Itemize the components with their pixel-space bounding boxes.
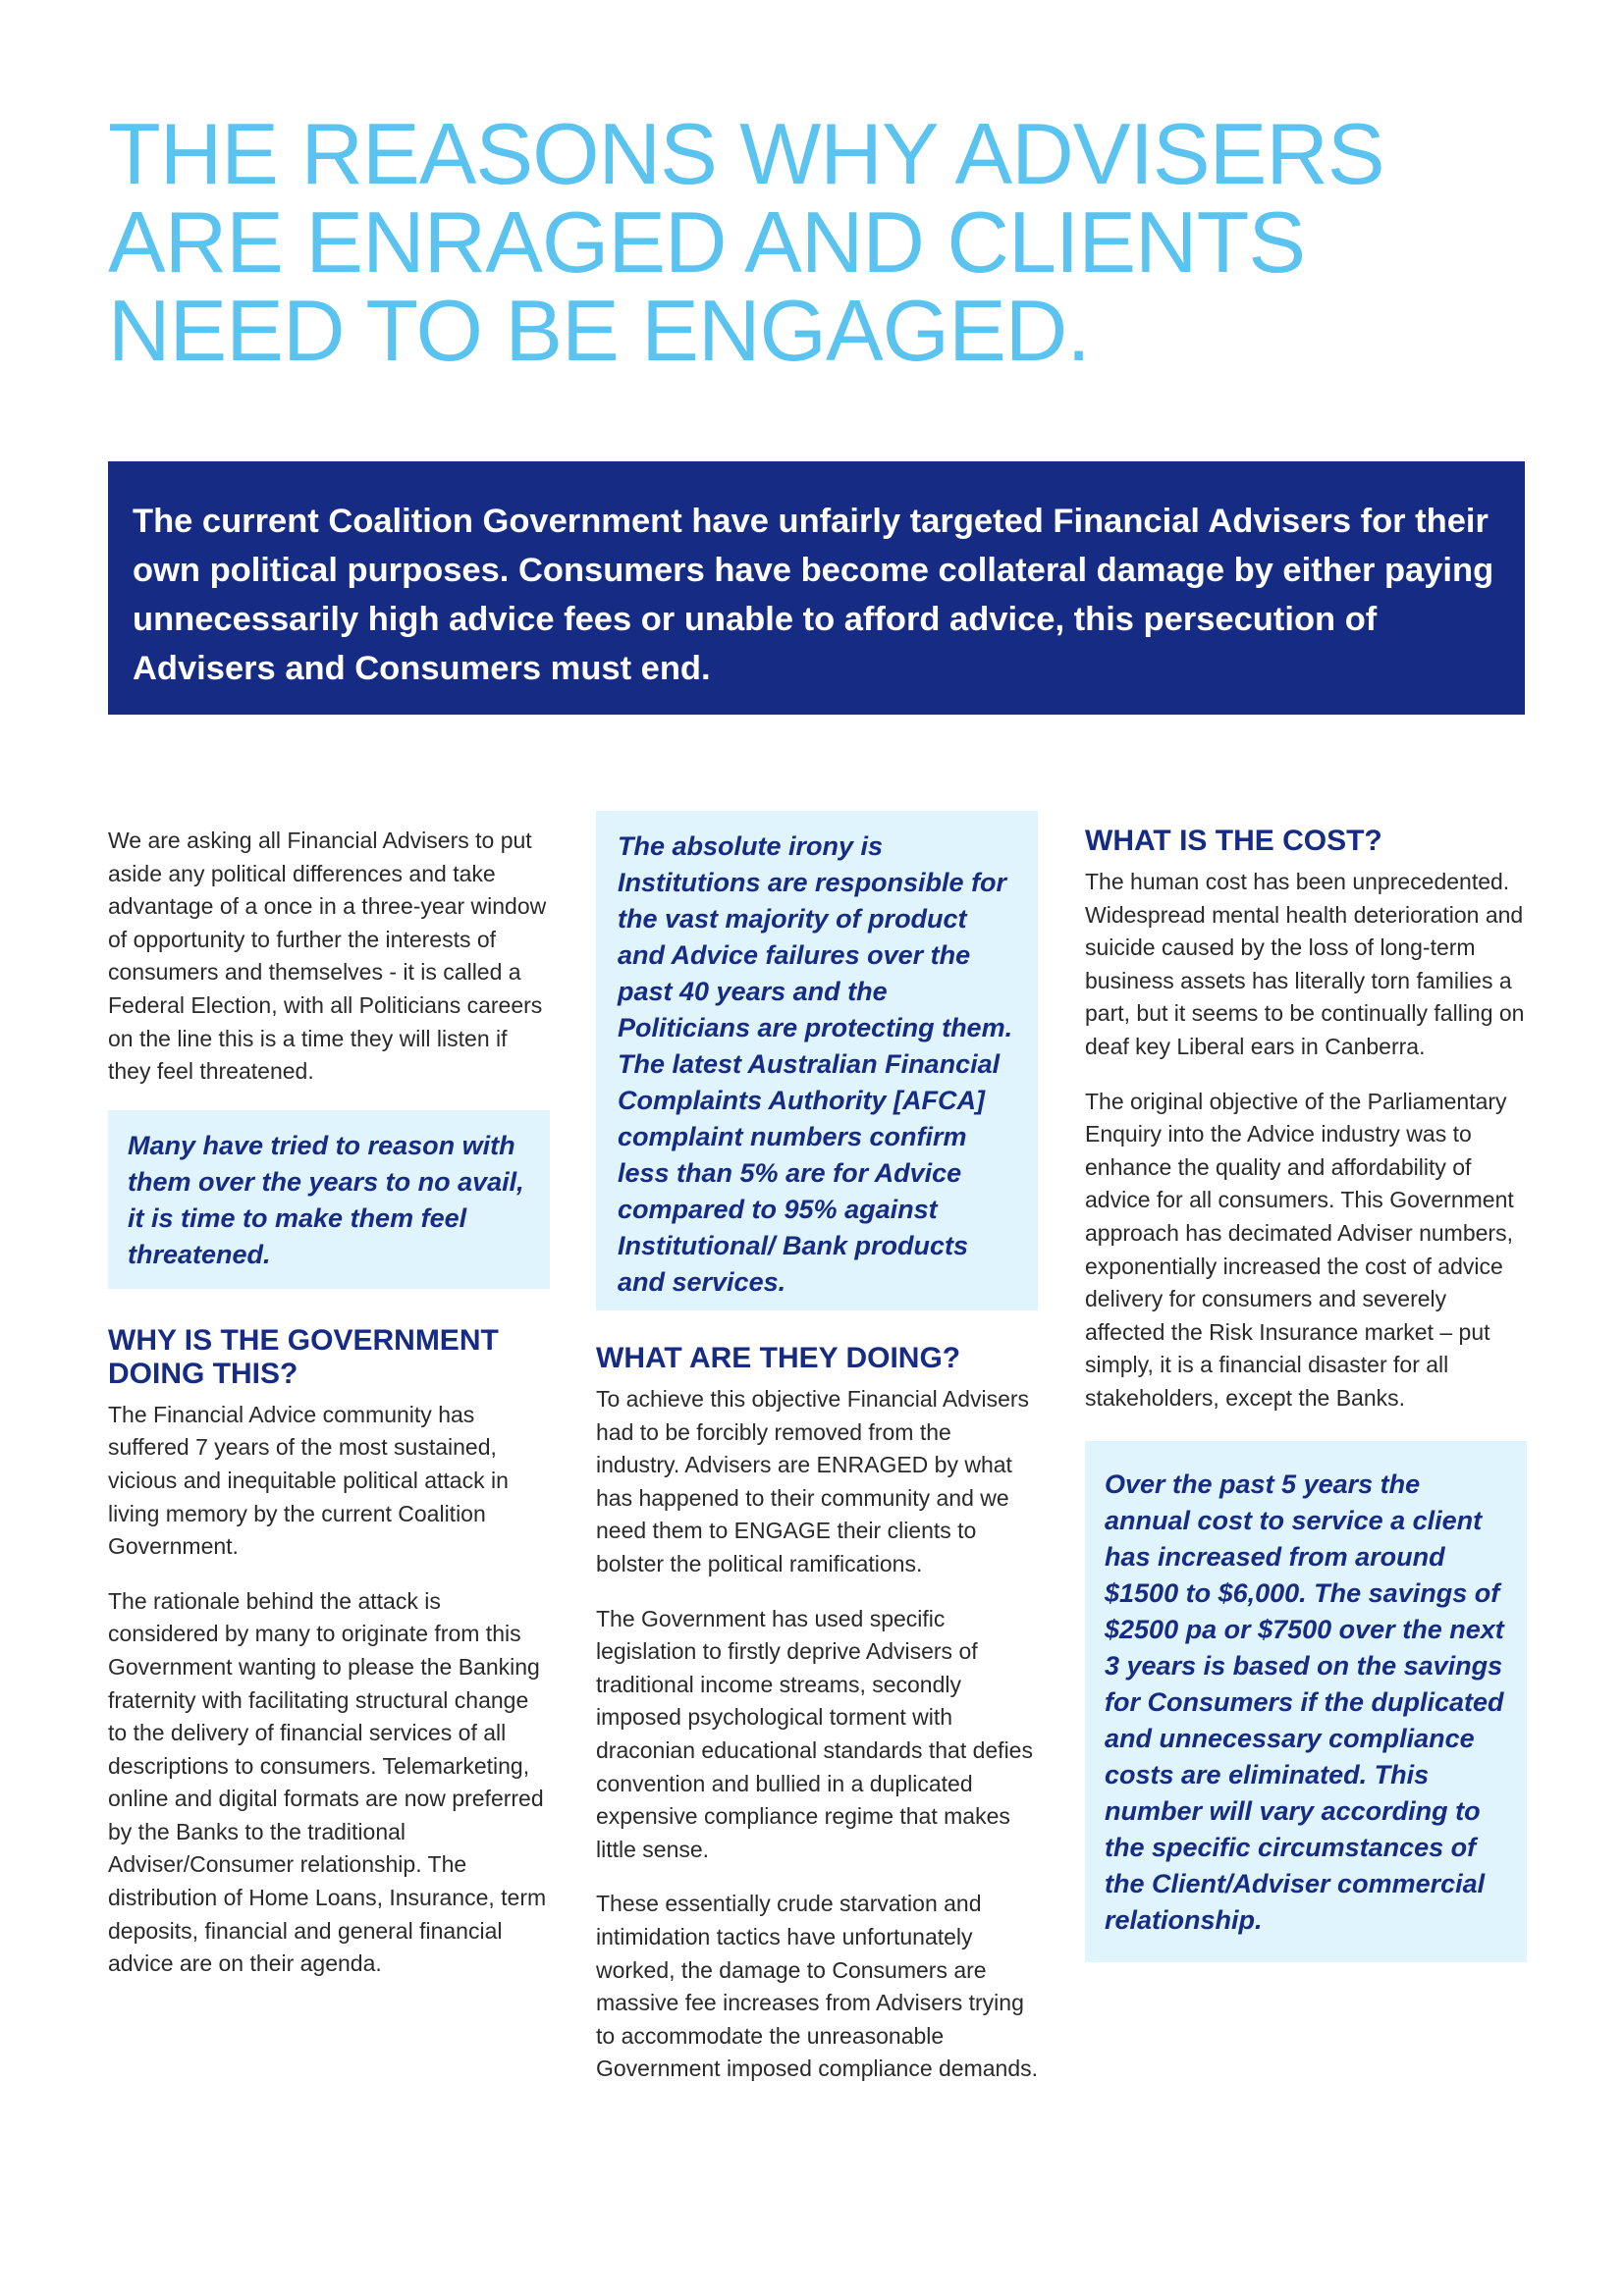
doing-paragraph-1: To achieve this objective Financial Advisers had to be forcibly removed from the industry. Advisers are ENRAGED by what has happened to their community and we need them to ENGAGE their clients to bolster the political ramifications. [596,1386,1030,1576]
cost-paragraph-2: The original objective of the Parliamentary Enquiry into the Advice industry was to enhance the quality and affordability of advice for all consumers. This Government approach has decimated Adviser numbers, exponentially increased the cost of advice delivery for consumers and severely affected the Risk Insurance market – put simply, it is a financial disaster for all stakeholders, except the Banks. [1085,1088,1514,1411]
headline-line-1: THE REASONS WHY ADVISERS [108,105,1384,202]
column-1 [108,825,552,2002]
doing-paragraph-3: These essentially crude starvation and intimidation tactics have unfortunately worked, the damage to Consumers are massive fee increases from Advisers trying to accommodate the unreasonable Government imposed compliance demands. [596,1891,1039,2082]
heading-what-doing: WHAT ARE THEY DOING? [596,1342,961,1374]
intro-paragraph: We are asking all Financial Advisers to put aside any political differences and take advantage of a once in a three-year window of opportunity to further the interests of consumers and themselves - it is called a Federal Election, with all Politicians careers on the line this is a time they will listen if they feel threatened. [108,828,547,1085]
page-headline [108,105,1483,379]
cost-paragraph-1: The human cost has been unprecedented. Widespread mental health deterioration and suicide caused by the loss of long-term business assets has literally torn families a part, but it seems to be continually falling on deaf key Liberal ears in Canberra. [1085,869,1525,1059]
heading-what-cost: WHAT IS THE COST? [1085,825,1382,857]
intro-banner-text: The current Coalition Government have unfairly targeted Financial Advisers for their own political purposes. Consumers have become collateral damage by either paying unnecessarily high advice fees or unable to afford advice, this persecution of Advisers and Consumers must end. [133,503,1494,687]
column-3 [1085,825,1527,1962]
headline-line-3: NEED TO BE ENGAGED. [108,282,1090,379]
why-paragraph-2: The rationale behind the attack is considered by many to originate from this Government wanting to please the Banking fraternity with facilitating structural change to the delivery of financial services of all descriptions to consumers. Telemarketing, online and digital formats are now preferred by the Banks to the traditional Adviser/Consumer relationship. The distribution of Home Loans, Insurance, term deposits, financial and general financial advice are on their agenda. [108,1587,547,1977]
doing-paragraph-2: The Government has used specific legislation to firstly deprive Advisers of traditional income streams, secondly imposed psychological torment with draconian educational standards that defies convention and bullied in a duplicated expensive compliance regime that makes little sense. [596,1605,1033,1862]
callout-cost-savings: Over the past 5 years the annual cost to service a client has increased from around $1500 to $6,000. The savings of $2500 pa or $7500 over the next 3 years is based on the savings for Consumers if the duplicated and unnecessary compliance costs are eliminated. This number will vary according to the specific circumstances of the Client/Adviser commercial relationship. [1085,1441,1527,1962]
callout-irony: The absolute irony is Institutions are responsible for the vast majority of product and Advice failures over the past 40 years and the Politicians are protecting them. The latest Australian Financial Complaints Authority [AFCA] complaint numbers confirm less than 5% are for Advice compared to 95% against Institutional/ Bank products and services. [596,811,1038,1310]
intro-banner [108,461,1525,715]
heading-why-government: WHY IS THE GOVERNMENT DOING THIS? [108,1323,499,1390]
column-2 [596,825,1040,2108]
callout-threatened: Many have tried to reason with them over the years to no avail, it is time to make them feel threatened. [108,1110,550,1289]
why-paragraph-1: The Financial Advice community has suffered 7 years of the most sustained, vicious and inequitable political attack in living memory by the current Coalition Government. [108,1401,509,1560]
headline-line-2: ARE ENRAGED AND CLIENTS [108,193,1306,291]
